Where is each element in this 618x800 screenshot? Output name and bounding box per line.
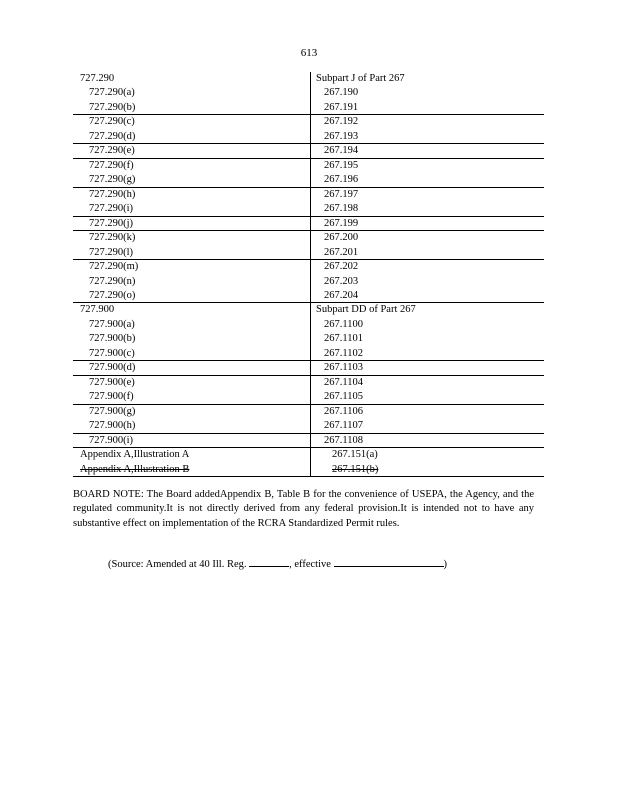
illinois-section-cell: 727.290(c) — [89, 116, 135, 128]
section-cross-reference-table — [73, 72, 544, 477]
table-row — [73, 115, 544, 129]
federal-section-cell: 267.191 — [324, 101, 359, 113]
table-row — [73, 361, 544, 375]
table-row — [73, 86, 544, 100]
illinois-section-cell: 727.290(e) — [89, 145, 135, 157]
table-row — [73, 318, 544, 332]
federal-section-cell: 267.198 — [324, 203, 359, 215]
table-row — [73, 231, 544, 245]
register-page-blank — [249, 556, 289, 567]
illinois-section-cell: Appendix A,Illustration A — [80, 449, 190, 461]
table-row — [73, 405, 544, 419]
illinois-section-cell: 727.900 — [80, 304, 115, 316]
page-number: 613 — [300, 47, 318, 59]
illinois-section-cell: 727.900(a) — [89, 318, 135, 330]
table-row — [73, 101, 544, 115]
table-row — [73, 188, 544, 202]
table-row — [73, 448, 544, 462]
source-prefix: (Source: Amended at 40 Ill. Reg. — [108, 559, 247, 570]
federal-section-cell: 267.1108 — [324, 434, 363, 446]
table-row — [73, 376, 544, 390]
table-row — [73, 332, 544, 346]
illinois-section-cell: 727.290(k) — [89, 232, 136, 244]
federal-section-cell: 267.200 — [324, 232, 359, 244]
federal-section-cell: 267.1103 — [324, 362, 363, 374]
illinois-section-cell: 727.900(e) — [89, 376, 135, 388]
table-row — [73, 463, 544, 477]
illinois-section-cell: 727.290(m) — [89, 261, 139, 273]
illinois-section-cell: 727.900(h) — [89, 420, 136, 432]
table-row — [73, 347, 544, 361]
federal-section-cell: 267.194 — [324, 145, 359, 157]
table-row — [73, 289, 544, 303]
illinois-section-cell: 727.290(l) — [89, 246, 134, 258]
federal-section-cell: 267.1105 — [324, 391, 363, 403]
illinois-section-cell: 727.290(i) — [89, 203, 134, 215]
source-middle: , effective — [289, 559, 331, 570]
illinois-section-cell: 727.900(d) — [89, 362, 136, 374]
illinois-section-cell: 727.290(n) — [89, 275, 136, 287]
federal-section-cell: 267.197 — [324, 188, 359, 200]
federal-section-cell: 267.196 — [324, 174, 359, 186]
federal-section-cell: Subpart J of Part 267 — [316, 73, 405, 84]
source-suffix: ) — [443, 559, 448, 570]
federal-section-cell: 267.204 — [324, 289, 359, 301]
federal-section-cell: 267.195 — [324, 159, 359, 171]
table-row — [73, 419, 544, 433]
federal-section-cell: 267.1106 — [324, 405, 363, 417]
illinois-section-cell: Appendix A,Illustration B — [80, 463, 190, 475]
table-row — [73, 246, 544, 260]
illinois-section-cell: 727.900(c) — [89, 347, 135, 359]
federal-section-cell: 267.1100 — [324, 318, 363, 330]
table-row — [73, 303, 544, 317]
illinois-section-cell: 727.290(g) — [89, 174, 136, 186]
table-row — [73, 202, 544, 216]
illinois-section-cell: 727.290(j) — [89, 217, 134, 229]
table-row — [73, 173, 544, 187]
illinois-section-cell: 727.290(o) — [89, 289, 136, 301]
federal-section-cell: Subpart DD of Part 267 — [316, 304, 416, 316]
board-note: BOARD NOTE: The Board addedAppendix B, Table B for the convenience of USEPA, the Agency, and the regulated community.It is not directly derived from any federal provision.It is intended not to have any substantive effect on implementation of the RCRA Standardized Permit rules. — [73, 489, 534, 529]
illinois-section-cell: 727.900(f) — [89, 391, 134, 403]
table-row — [73, 144, 544, 158]
federal-section-cell: 267.190 — [324, 87, 359, 99]
federal-section-cell: 267.1102 — [324, 347, 363, 359]
table-row — [73, 260, 544, 274]
source-line — [108, 556, 447, 570]
illinois-section-cell: 727.900(i) — [89, 434, 134, 446]
federal-section-cell: 267.1101 — [324, 333, 363, 345]
federal-section-cell: 267.199 — [324, 217, 359, 229]
illinois-section-cell: 727.290(f) — [89, 159, 134, 171]
illinois-section-cell: 727.290(h) — [89, 188, 136, 200]
illinois-section-cell: 727.290(a) — [89, 87, 135, 99]
federal-section-cell: 267.203 — [324, 275, 359, 287]
illinois-section-cell: 727.290(b) — [89, 101, 136, 113]
table-row — [73, 390, 544, 404]
federal-section-cell: 267.1104 — [324, 376, 363, 388]
illinois-section-cell: 727.900(g) — [89, 405, 136, 417]
table-row — [73, 159, 544, 173]
table-row — [73, 217, 544, 231]
table-row — [73, 130, 544, 144]
illinois-section-cell: 727.290(d) — [89, 130, 136, 142]
illinois-section-cell: 727.900(b) — [89, 333, 136, 345]
federal-section-cell: 267.151(b) — [332, 463, 379, 475]
illinois-section-cell: 727.290 — [80, 73, 115, 84]
effective-date-blank — [334, 556, 444, 567]
federal-section-cell: 267.192 — [324, 116, 359, 128]
federal-section-cell: 267.1107 — [324, 420, 363, 432]
federal-section-cell: 267.201 — [324, 246, 359, 258]
federal-section-cell: 267.151(a) — [332, 449, 378, 461]
federal-section-cell: 267.202 — [324, 261, 359, 273]
table-row — [73, 434, 544, 448]
table-row — [73, 72, 544, 86]
table-row — [73, 275, 544, 289]
federal-section-cell: 267.193 — [324, 130, 359, 142]
